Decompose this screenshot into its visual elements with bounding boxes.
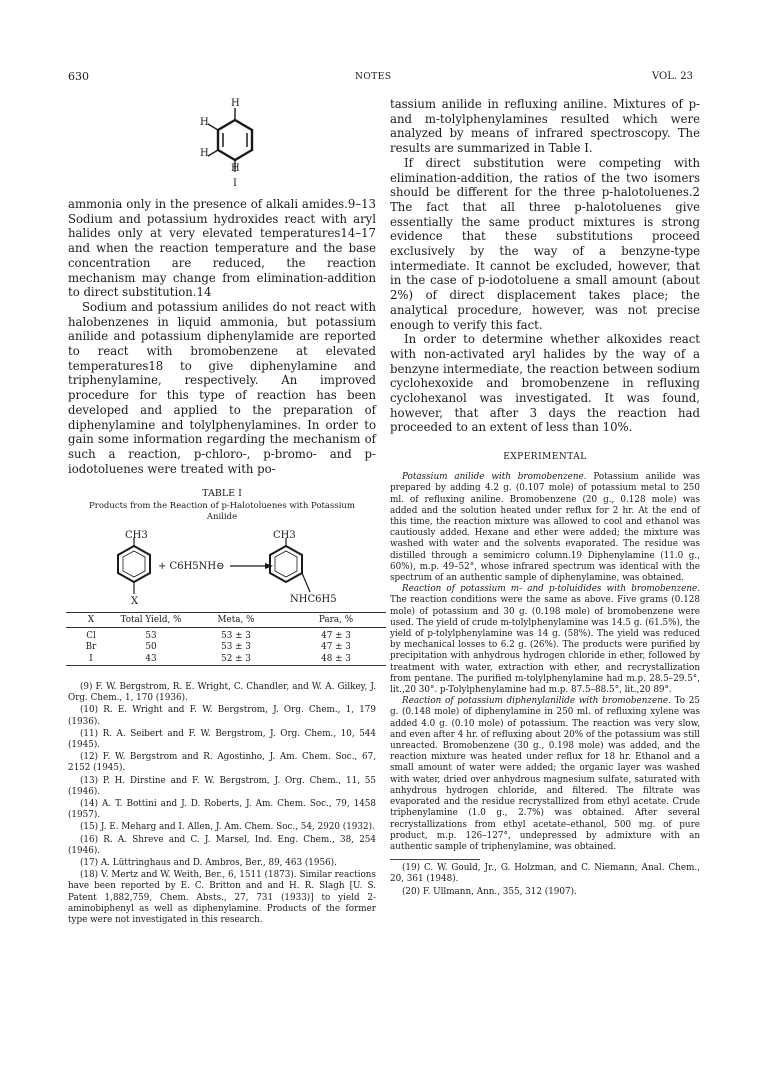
table-cell: 53 ± 3 [221, 642, 251, 652]
left-column-text [68, 197, 376, 476]
footnote: (14) A. T. Bottini and J. D. Roberts, J. Am. Chem. Soc., 79, 1458 (1957). [68, 799, 376, 821]
table-1-block [68, 488, 376, 524]
scheme-x: X [131, 596, 139, 607]
col-header-para: Para, % [318, 615, 354, 625]
left-paragraph-1: ammonia only in the presence of alkali amides.9–13 Sodium and potassium hydroxides react with aryl halides only at very elevated temperatures14–17 and when the reaction temperature and the base concentration are reduced, the reaction mechanism may change from elimination-addition to direct substitution.14 [68, 197, 376, 300]
footnote: (11) R. A. Seibert and F. W. Bergstrom, J. Org. Chem., 10, 544 (1945). [68, 728, 376, 751]
experimental-paragraph-2 [390, 584, 700, 696]
experimental-section [390, 452, 700, 899]
experimental-paragraph-1 [390, 472, 700, 584]
structure-h-bottom: H [231, 163, 240, 174]
footnote: (17) A. Lüttringhaus and D. Ambros, Ber., 89, 463 (1956). [80, 858, 337, 869]
footnote-divider [390, 859, 480, 860]
col-header-meta: Meta, % [217, 615, 255, 625]
footnote: (12) F. W. Bergstrom and R. Agostinho, J. Am. Chem. Soc., 67, 2152 (1945). [68, 752, 376, 774]
table-row [66, 654, 386, 666]
right-column-text [390, 97, 700, 435]
table-cell: 50 [145, 642, 157, 652]
table-cell: Br [85, 642, 97, 652]
table-header-row [66, 615, 386, 627]
col-header-total-yield: Total Yield, % [120, 615, 182, 625]
footnote: (9) F. W. Bergstrom, R. E. Wright, C. Chandler, and W. A. Gilkey, J. Org. Chem., 1, 170 (1936). [68, 682, 376, 704]
right-paragraph-3: In order to determine whether alkoxides react with non-activated aryl halides by the way of a benzyne intermediate, the reaction between sodium cyclohexoxide and bromobenzene in refluxing cyclohexanol was investigated. It was found, however, that after 3 days the reaction had proceeded to an extent of less than 10%. [390, 332, 700, 435]
footnote: (19) C. W. Gould, Jr., G. Holzman, and C. Niemann, Anal. Chem., 20, 361 (1948). [390, 863, 700, 885]
experimental-p1-title: Potassium anilide with bromobenzene. [402, 472, 587, 483]
table-cell: 47 ± 3 [321, 630, 351, 641]
page-number: 630 [68, 70, 89, 83]
table-row [66, 631, 386, 643]
footnotes-right [390, 863, 700, 898]
structure-h-left-upper: H [200, 117, 209, 128]
scheme-nhc6h5: NHC6H5 [290, 594, 337, 605]
table-cell: 47 ± 3 [321, 642, 351, 652]
footnote: (16) R. A. Shreve and C. J. Marsel, Ind. Eng. Chem., 38, 254 (1946). [68, 834, 376, 856]
structure-number: I [233, 178, 237, 189]
experimental-heading: EXPERIMENTAL [503, 452, 587, 462]
footnote: (18) V. Mertz and W. Weith, Ber., 6, 1511 (1873). Similar reactions have been reported by E. C. Britton and and H. R. Slagh [U. S. Patent 1,882,759, Chem. Absts., 27, 731 (1933)] to yield 2-aminobiphenyl as well as diphenylamine. Products of the former type were not investigated in this research. [68, 870, 376, 926]
col-header-x: X [87, 615, 95, 625]
experimental-p2-body: The reaction conditions were the same as above. Five grams (0.128 mole) of potassium and 30 g. (0.198 mole) of bromobenzene were used. The yield of crude m-tolylphenylamine was 14.5 g. (61.5%), the yield of p-tolylphenylamine was 14 g. (58%). The yield was reduced by mechanical losses to 6.2 g. (26%). The products were purified by precipitation with anhydrous hydrogen chloride in ether, followed by treatment with water, extraction with ether, and recrystallization from pentane. The purified m-tolylphenylamine had m.p. 28.5–29.5°, lit.,20 30°. p-Tolylphenylamine had m.p. 87.5–88.5°, lit.,20 89°. [390, 595, 700, 696]
left-paragraph-2: Sodium and potassium anilides do not react with halobenzenes in liquid ammonia, but potassium anilide and potassium diphenylamide are reported to react with bromobenzene at elevated temperatures18 to give diphenylamine and triphenylamine, respectively. An improved procedure for this type of reaction has been developed and applied to the preparation of diphenylamine and tolylphenylamines. In order to gain some information regarding the mechanism of such a reaction, p-chloro-, p-bromo- and p-iodotoluenes were treated with po- [68, 299, 376, 476]
table-title: TABLE I [202, 488, 242, 499]
results-table [66, 612, 386, 668]
right-paragraph-1: tassium anilide in refluxing aniline. Mixtures of p- and m-tolylphenylamines resulted which were analyzed by means of infrared spectroscopy. The results are summarized in Table I. [390, 97, 700, 156]
scheme-reagent: + C6H5NH⊖ [158, 561, 225, 572]
experimental-p3-body: To 25 g. (0.148 mole) of diphenylamine in 250 ml. of refluxing xylene was added 4.0 g. (0.10 mole) of potassium. The reaction was very slow, and even after 4 hr. of refluxing about 20% of the potassium was still unreacted. Bromobenzene (30 g., 0.198 mole) was added, and the reaction mixture was heated under reflux for 18 hr. Ethanol and a small amount of water were added; the organic layer was washed with water, dried over anhydrous magnesium sulfate, saturated with anhydrous hydrogen chloride, and filtered. The filtrate was evaporated and the residue recrystallized from ethyl acetate. Crude triphenylamine (1.0 g., 2.7%) was obtained. After several recrystallizations from ethyl acetate–ethanol, 500 mg. of pure product, m.p. 126–127°, undepressed by admixture with an authentic sample of triphenylamine, was obtained. [390, 696, 700, 852]
table-cell: I [89, 653, 93, 664]
footnote: (13) P. H. Dirstine and F. W. Bergstrom, J. Org. Chem., 11, 55 (1946). [68, 775, 376, 797]
volume-label: VOL. 23 [652, 71, 693, 82]
experimental-p1-body: Potassium anilide was prepared by adding 4.2 g. (0.107 mole) of potassium metal to 250 ml. of refluxing aniline. Bromobenzene (20 g., 0.128 mole) was added and the solution heated under reflux for 2 hr. At the end of this time, the reaction mixture was allowed to cool and ethanol was cautiously added. Hexane and ether were added; the mixture was washed with water and the solvents evaporated. The residue was distilled through a semimicro column.19 Diphenylamine (11.0 g., 60%), m.p. 49–52°, whose infrared spectrum was identical with the spectrum of an authentic sample of diphenylamine, was obtained. [390, 472, 700, 584]
running-title: NOTES [355, 72, 392, 82]
table-caption: Products from the Reaction of p-Halotoluenes with Potassium Anilide [89, 501, 355, 523]
footnote: (10) R. E. Wright and F. W. Bergstrom, J. Org. Chem., 1, 179 (1936). [68, 705, 376, 727]
experimental-paragraph-3 [390, 696, 700, 853]
table-row [66, 642, 386, 654]
table-cell: 53 [145, 630, 157, 641]
scheme-ch3-left: CH3 [125, 530, 148, 541]
footnotes-left [68, 682, 376, 927]
right-paragraph-2: If direct substitution were competing with elimination-addition, the ratios of the two isomers should be different for the three p-halotoluenes.2 The fact that all three p-halotoluenes give essentially the same product mixtures is strong evidence that these substitutions proceed exclusively by the way of a benzyne-type intermediate. It cannot be excluded, however, that in the case of p-iodotoluene a small amount (about 2%) of direct displacement takes place; the analytical procedure, however, was not precise enough to verify this fact. [390, 155, 700, 332]
experimental-p3-title: Reaction of potassium diphenylanilide with bromobenzene. [402, 696, 671, 707]
structure-h-left-lower: H [200, 148, 209, 159]
table-cell: 52 ± 3 [221, 653, 251, 664]
table-cell: Cl [86, 630, 96, 641]
scheme-ch3-right: CH3 [273, 530, 296, 541]
table-cell: 48 ± 3 [321, 653, 351, 664]
experimental-p2-title: Reaction of potassium m- and p-toluidides with bromobenzene. [402, 584, 700, 595]
footnote: (15) J. E. Meharg and I. Allen, J. Am. Chem. Soc., 54, 2920 (1932). [80, 822, 375, 833]
footnote: (20) F. Ullmann, Ann., 355, 312 (1907). [402, 886, 577, 897]
table-cell: 53 ± 3 [221, 630, 251, 641]
table-cell: 43 [145, 653, 157, 664]
structure-h-top: H [231, 98, 240, 109]
